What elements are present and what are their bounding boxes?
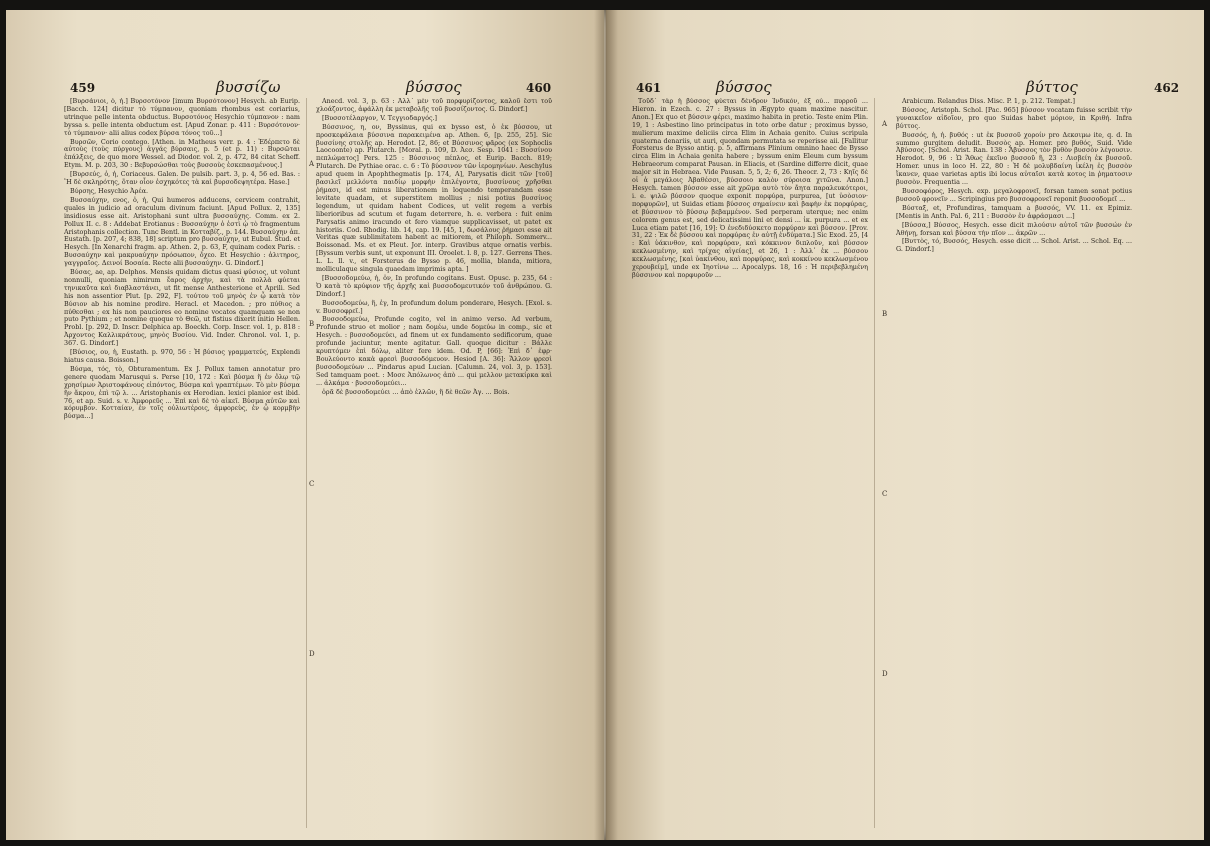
entry-paragraph: [Βυσσοτέλαργον, V. Τεγγιοδαργός.] xyxy=(322,113,438,122)
running-head-right: βύττος xyxy=(1026,78,1078,96)
right-column-b xyxy=(896,98,1132,828)
entry-paragraph: [Βύσιος, ου, ἡ, Eustath. p. 970, 56 : Ἡ βύσιος γραμματεύς, Explendi hiatus causa. Boisson.] xyxy=(64,348,300,364)
entry-paragraph: Βυσσοφόρος, Hesych. exp. μεγαλοφρονεῖ, forsan tamen sonat potius βυσσοῦ φρονεῖν ... Scripingius pro βυσσοφρονεῖ reponit βυσσοδομεῖ ... xyxy=(896,186,1132,203)
right-column-a xyxy=(632,98,868,828)
entry-paragraph: [Βύσσα,] Βύσσος, Hesych. esse dicit πιλούσιν αὐτοῖ τῶν βυσσών ἐν Ἀθήνῃ, forsan καὶ βύσσα τὴν πῖον ... ἀκρῶν ... xyxy=(896,220,1132,237)
entry-paragraph: Βυσσαύχην, ενος, ὁ, ἡ, Qui humeros adducens, cervicem contrahit, quales in judicio ad oraculum divinum faciunt. [Apud Pollux. 2, 135] insidiosus esse ait. Aristophani sunt ultra βυσσαύχης. Comm. ex 2. Pollux II. c. 8 : Addebat Erotianus : Βυσσαύχην ὁ ἐστὶ ᾠ τὸ fragmentum Aristophanis collection. Tunc Bentl. in Κοτταβίζ., p. 144. Βυσσαύχην ἀπ. Eustath. [p. 207, 4; 838, 18] scriptum pro βυσσαύχην, ut Eubul. Stud. et Hesych. [In Xenarchi fragm. ap. Athen. 2, p. 63, F, quinam codex Paris. : Βυσσαύχην καὶ μακρυαύχην πρόσωπον, ὄχεο. Et Hesychio : ἀλιτηρος, γαγγραῖος. Δεινοί Βοσαία. Recte alii βυσσαύχην. G. Dindorf.] xyxy=(64,195,300,268)
entry-paragraph: Βυρσῶν, Corio contego. [Athen. in Matheus verr. p. 4 : Ἐδέρπετο δὲ αὐτοὺς (τοὺς πύργους) ἀγγάς βύρσαις, p. 5 (et p. 11) : Βυρσῶται ἐπάλξεις, de quo more Wessel. ad Diodor. vol. 2, p. 472, 84 citat Scheff. Etym. M. p. 203, 30 : Βεβυρσώσθαι τοὺς βυσσοὺς ἐσκεπασμένους.] xyxy=(64,137,300,170)
entry-paragraph: Βυσσοδομεύω, ἢ, ἐγ, In profundum dolum ponderare, Hesych. [Exol. s. v. Βυσσοφρεῖ.] xyxy=(316,298,552,315)
margin-letter: D xyxy=(882,670,888,678)
entry-paragraph: Βύσμα, τός, τὸ, Obturamentum. Ex J. Pollux tamen annotatur pro genere quodam Marusqui s. Perse [10, 172 : Καὶ βύσμα ἢ ἐν ὄλῳ τῷ χρησίμων Ἀριστοφάνους εἰπόντος, Βύσμα καὶ γραπτέμων. Τὸ μὲν βύσμα ἢν ἄκρου, ἐπὶ τῷ λ. ... Aristophanis ex Herodian. lexici planior est ibid. 76, et ap. Suid. s. v. Ἀμφορεῦς ... Ἐπὶ καὶ δὲ τὸ αἰκεῖ. Βύσμα αὐτῶν καὶ κόρυμβον. Κοτταίαν, ἐν τοῖς οὐλιωτέροις, ἀμφορεὺς, ἐν ᾧ κορμβὴν βύσμα...] xyxy=(64,364,300,421)
margin-letter: B xyxy=(309,320,315,328)
running-head-right: βύσσος xyxy=(406,78,462,96)
entry-paragraph: Βύρσης, Hesychio Ἀρέα. xyxy=(70,186,149,195)
page-number-461: 461 xyxy=(636,81,662,95)
margin-letter: A xyxy=(882,120,888,128)
entry-paragraph: Βύσας, ae, ap. Delphos. Mensis quidam dictus quasi φύσιος, ut volunt nonnulli, quoniam nimirum ἔαρος ἀρχὴν, καὶ τὰ πολλὰ φύεται τηνικαῦτα καὶ διαβλαστάνει, ut fit mense Anthesterione et Aprili. Sed his non assentior Plut. [p. 292, F]. τούτου τοῦ μηνὸς ἐν ᾧ κατὰ τὸν Βύσιον ab his nomine prodire. Heracl. et Macedon. ; pro πύθιος a πύθεσθαι ; ex his non pauciores eo nomine vocatos quamquam se non puto Pythium ; et nomine quoque τὸ Θεῶ, ut fistius dixerit initio Hellen. Probl. [p. 292, D. Inscr. Delphica ap. Boeckh. Corp. Inscr. vol. 1, p. 818 : Ἀρχοντος Καλλικράτους, μηνὸς Βυσίου. Vid. Inder. Chronol. vol. 1, p. 367. G. Dindorf.] xyxy=(64,268,300,348)
left-page-header xyxy=(6,78,604,100)
page-number-462: 462 xyxy=(1154,81,1180,95)
entry-paragraph: Βυσσός, ἡ, ἡ. βυθός : ut ἐκ βυσσοῦ χοροίν pro Δεκσιμω ite, q. d. In summo gurgitem deludit. Βυσσὸς ap. Homer. pro βυθός, Suid. Vide Ἀβύσσος. [Schol. Arist. Ran. 138 : Ἄβυσσος τὸν βυθὸν βυσσὸν λέγουσιν. Herodot. 9, 96 : Ὡ Ἄθως ἐκεῖνο βυσσοῦ ἢ, 23 : Λισβείη ἐκ βυσσοῦ. Homer. unus in loco H. 22, 80 : Ἡ δὲ μολυβδαίνη ἰκέλη ἐς βυσσὸν ἵκανεν, quae varietas aptis ibi locus αὐταῖσι κατὰ κοτος in ῥηματοσιν βυσσὸν. Frequentia ... xyxy=(896,130,1132,187)
entry-paragraph: Βύσσος, Aristoph. Schol. [Pac. 965] βύσσον vocatam fuisse scribit τὴν γυναικεῖον αἰδοῖον, pro quo Suidas habet μόριον, in Κριθή. Infra βύττος. xyxy=(896,105,1132,130)
entry-paragraph: Anecd. vol. 3, p. 63 : Ἀλλ᾽ μὲν τοῦ πορφυρίζοντος, καλοῦ ἔστι τοῦ χλοάζοντος, ἀφάλλη ἐκ μεταβολῆς τοῦ βυσσίζοντος. G. Dindorf.] xyxy=(316,98,552,113)
right-page-header xyxy=(606,78,1204,100)
margin-letter: C xyxy=(309,480,315,488)
running-head-left: βυσσίζω xyxy=(216,78,281,96)
page-number-460: 460 xyxy=(526,81,552,95)
left-column-a xyxy=(64,98,300,828)
left-page xyxy=(6,10,604,840)
running-head-left: βύσσος xyxy=(716,78,772,96)
entry-paragraph: [Βυσσοδομεύω, ἡ, ὁν, In profundo cogitans. Eust. Opusc. p. 235, 64 : Ὁ κατὰ τὸ κρύφιον τῆς ἀρχῆς καὶ βυσσοδομευτικόν τοῦ ἀνθρώπου. G. Dindorf.] xyxy=(316,273,552,298)
book-spread xyxy=(6,10,1204,840)
page-number-459: 459 xyxy=(70,81,96,95)
entry-paragraph: Arabicum. Relandus Diss. Misc. P. 1, p. 212. Tempat.] xyxy=(902,98,1076,105)
entry-paragraph: Τοῦδ᾽ τὰρ ἡ βύσσος φύεται δένδρον Ἰνδικόν, ἐξ οὗ... πυρροῦ ... Hieron. in Ezech. c. 27 : Byssus in Ægypto quam maxime nascitur. Anon.] Ex quo et βύσσιν φέρει, maximo habita in pretio. Teste enim Plin. 19, 1 : Asbestino lino principatus in toto orbe datur ; proximus bysso, mulierum maxime deliciis circa Elim in Achaia genito. Cuius scripula quaterna denariis, ut auri, quondam permutata se reperisse aii. [Fallitur Forsterus de Bysso antiq. p. 5, affirmans Plinium omnino haec de Bysso circa Elim in Achaia genita habere ; byssum enim Eleum cum byssum Hebraeorum comparat Pausan. in Eliacis, et (Sardine differre dicit, quae major sit in Hebraea. Vide Pausan. 5, 5, 2; 6, 26. Theocr. 2, 73 : Κηῖς δὲ οἱ ἁ μεγάλοις Ἀβαθέσσι, βύσσοιο καλὸν σύροισα χιτῶνα. Anon.] Hesych. tamen βύσσον esse ait χρῶμα αυτὸ τὸν ἄητα παραλευκότεροι, i. e. ψιλῶ βύσσον quoque exponit πορφύρα, purpurea, [ut ὑσὸσιον· πορφυρῶν], ut Suidas etiam βύσσος σημαίνειν καὶ βαφὴν ἐκ πορφύρας, et βύσσινον τὸ βύσσῳ βεβαμμένον. Sed perperam uterque; nec enim colorem genus est, sed delicatissimi lini et densi ... ἱκ. purpura ... et ex Luca etiam patet [16, 19]: Ὁ ἐνεδιδύσκετο πορφύραν καὶ βύσσον. [Prov. 31, 22 : Ἐκ δὲ βύσσου καὶ πορφύρας ἐν αὐτῇ ἐνδύματα.] Sic Exod. 25, [4 : Καὶ ὑάκινθον, καὶ πορφύραν, καὶ κόκκινον διπλοῦν, καὶ βύσσον κεκλωσμένην, καὶ τρίχας αἰγείας], et 26, 1 : Ἀλλ᾽ ἐκ ... βύσσου κεκλωσμένης, [καὶ ὑακίνθου, καὶ πορφύρας, καὶ κοκκίνου κεκλωσμένου χερουβείμ], unde ex Ἰηοτίνω ... Apocalyps. 18, 16 : Ἡ περιβεβλημένη βύσσινον καὶ πορφυροῦν ... xyxy=(632,98,868,279)
entry-paragraph: Βύσταξ, et, Profundiras, tamquam a βυσσός, VV. 11. ex Epimiz. [Mentis in Anth. Pal. 6, 211 : Βυσσὸν ἐν ἀφράσμασι ...] xyxy=(896,203,1132,220)
entry-paragraph: [Βυρσάνιοι, ὁ, ἡ.] Βυρσοτόνον [imum Βυρσότονον] Hesych. ab Eurip. [Bacch. 124] dicitur τὸ τύμπανον, quoniam rhombus est coriarius, utrinque pelle intenta obductus. Βυρσοτόνος Hesychio τύμπανον : nam byssa s. pelle intenta obductum est. [Apud Zonar. p. 411 : Βυρσότονον· τὸ τύμπανον· alii alius codex βύρσα τόνος τοῦ...] xyxy=(64,98,300,137)
entry-paragraph: Βύσσινος, η, ον, Byssinus, qui ex bysso est, ὁ ἐκ βύσσου, ut προσκεφάλαια βύσσινα παρακειμένα ap. Athen. 6, [p. 255, 25]. Sic βυσσίνης στολῆς ap. Herodot. [2, 86; et Βύσσινος φᾶρος (ex Sophoclis Laocoonte) ap. Plutarch. [Moral. p. 109, D. Ἀεσ. Sesp. 1041 : Βυσσίνου πεπλώματος] Pers. 125 : Βύσσινος πέπλος, et Eurip. Bacch. 819; Plutarch. De Pythiae orac. c. 6 : Τὸ βύσσινον τῶν ἱερομηνίων. Aeschylus apud quem in Apophthegmatis [p. 174, A], Parysatis dicit τῶν [τοῦ] βασιλεῖ μελλόντα παιδίῳ μορφὴν ἐπιλέγοντα, βυσσίνους χρῆσθαι ῥήμασι, id est minus liberationem in loquendo temperandam esse levitate quadam, et superstitem mollius ; nisi potius βυσσίνος legendum, ut quidam habent Codices, ut velit regem a verbis liberioribus ad scutum et fugam deterrere, h. e. verbera : fuit enim Parysatis animo iracundo et fero viamque supplicavisset, ut patet ex historiis. Cod. Rhodig. lib. 14, cap. 19. [45, 1, δωσάλους ῥήμασι esse ait Veritas quæ sublimitatem habent ac mitiorem, et Philoph. Sommerv... Boissonad. Ms. et ex Pleut. Jor. interp. Gravibus atque ornatis verbis. [Byssum verbis sunt, ut exponunt III. Oroelet. l. 8, p. 127. Gerrens Thes. L. L. ll. v., et Forsterus de Bysso p. 46, mollia, blanda, mitiora, molliculaque singula quaedam imprimis apta. ] xyxy=(316,122,552,274)
column-rule xyxy=(874,98,875,828)
margin-letter: C xyxy=(882,490,888,498)
entry-paragraph: [Βυρσεύς, ὁ, ἡ, Coriaceus. Galen. De pulsib. part. 3, p. 4, 56 ed. Bas. : Ἢ δὲ σκληρότης, ὅταν οἷον ἐσχηκότες τὰ καὶ βυρσοδεψητέρα. Hase.] xyxy=(64,170,300,187)
entry-paragraph: [Βυττὸς, τό, Βυσσός, Hesych. esse dicit ... Schol. Arist. ... Schol. Eq. ... G. Dindorf.] xyxy=(896,237,1132,254)
margin-letter: B xyxy=(882,310,888,318)
left-column-b xyxy=(316,98,552,828)
entry-paragraph: ὁρᾶ δὲ βυσσοδομεύει ... ἀπὸ ἐλλῶν, ἢ δὲ θεῶν Ἀγ. ... Bois. xyxy=(322,387,510,396)
right-page xyxy=(606,10,1204,840)
column-rule xyxy=(306,98,307,828)
margin-letter: D xyxy=(309,650,315,658)
entry-paragraph: Βυσσοδομεύω, Profunde cogito, vel in animo verso. Ad verbum, Profunde struo et molior ; nam δομέω, unde δομεύω in comp., sic et Hesych. : βυσσοδομεύει, ad finem ut ex fundamento sedificorum, quae profunde jaciuntur, mente agitatur. Gall. quoque dicitur : Βάλλε κρυπτόμεν ἐπὶ δόλῳ, aliter fere idem. Od. P, [66]: Ἐπὶ δ᾽ ἐφρ· Βουλεύοντο κακὰ φρεσὶ βυσσοδόμευον. Hesiod [A. 36]: Ἄλλον φρεσὶ βυσσοδομεύων ... Pindarus apud Lucian. [Calumn. 24, vol. 3, p. 153]. Sed tamquam poet. : Μοσε Ἀπόλωνος ἀπὸ ... qui μελλον μετακίρκα καὶ ... ἀλκάμα · βυσσοδομεύει... xyxy=(316,315,552,387)
margin-letter: A xyxy=(309,160,315,168)
